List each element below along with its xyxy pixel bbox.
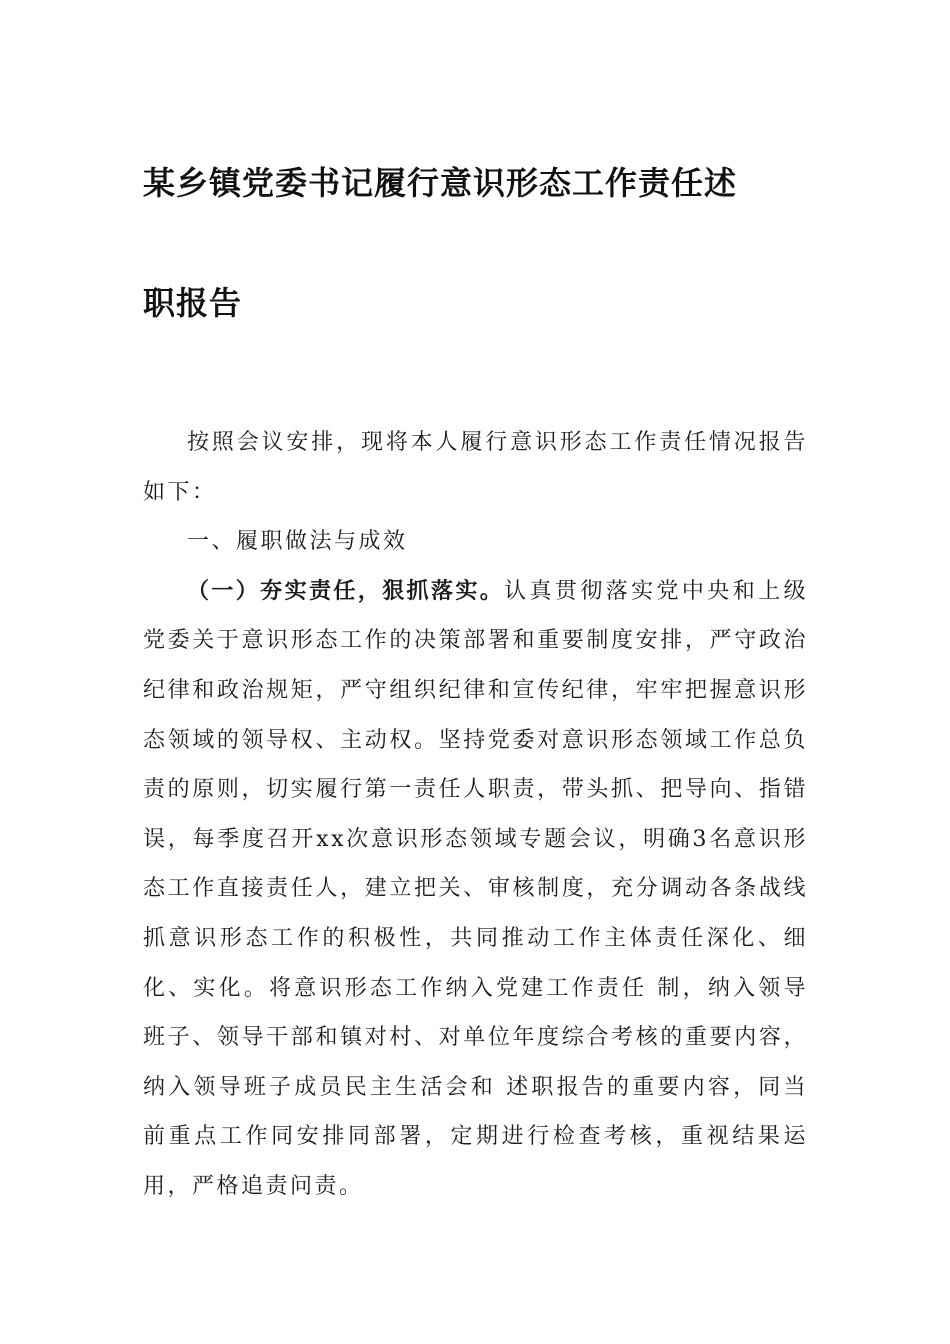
- subsection-text: 认真贯彻落实党中央和上级党委关于意识形态工作的决策部署和重要制度安排，严守政治纪律和政治规矩，严守组织纪律和宣传纪律，牢牢把握意识形态领域的领导权、主动权。坚持党委对意识形态领域工作总负责的原则，切实履行第一责任人职责，带头抓、把导向、指错误，每季度召开xx次意识形态领域专题会议，明确3名意识形态工作直接责任人，建立把关、审核制度，充分调动各条战线抓意识形态工作的积极性，共同推动工作主体责任深化、细化、实化。将意识形态工作纳入党建工作责任 制，纳入领导班子、领导干部和镇对村、对单位年度综合考核的重要内容，纳入领导班子成员民主生活会和 述职报告的重要内容，同当前重点工作同安排同部署，定期进行检查考核，重视结果运用，严格追责问责。: [143, 578, 808, 1199]
- section-heading: 一、履职做法与成效: [187, 529, 408, 555]
- document-title-line-1: 某乡镇党委书记履行意识形态工作责任述: [143, 164, 738, 202]
- document-title-line-2: 职报告: [143, 284, 243, 322]
- document-body: [143, 418, 808, 1212]
- subsection-paragraph: [143, 567, 808, 1212]
- subsection-lead: （一）夯实责任，狠抓落实。: [187, 578, 505, 604]
- intro-paragraph: 按照会议安排，现将本人履行意识形态工作责任情况报告如下：: [143, 430, 808, 505]
